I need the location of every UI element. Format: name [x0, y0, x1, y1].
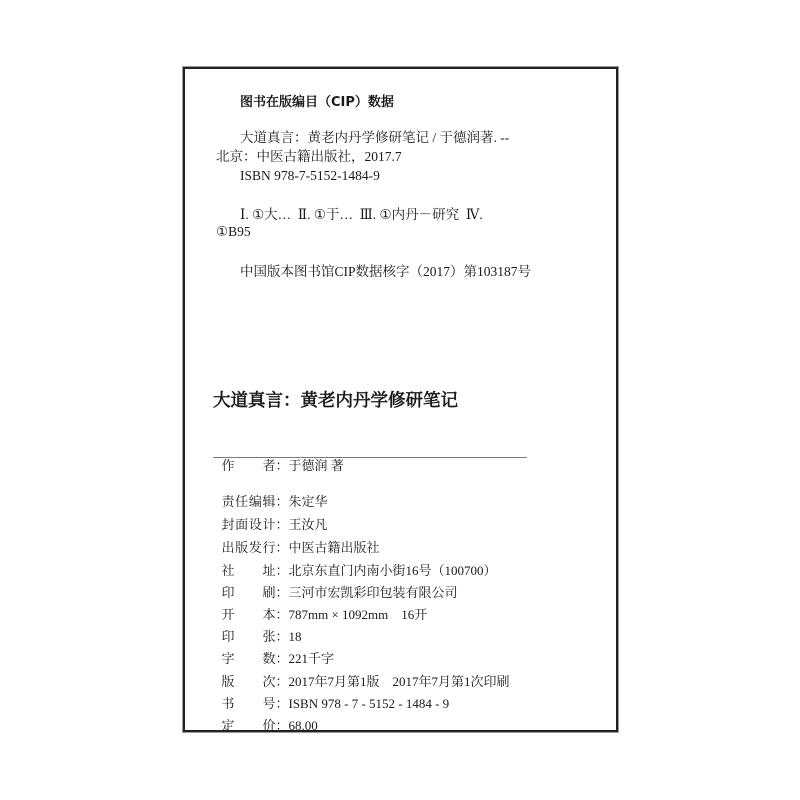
cip-subject-line: ①B95	[216, 224, 251, 239]
label-separator: ：	[275, 717, 289, 733]
detail-row-cover-design	[215, 491, 328, 532]
detail-label: 印刷	[221, 584, 276, 600]
detail-label: 作者	[221, 457, 276, 473]
detail-value: 2017年7月第1版 2017年7月第1次印刷	[288, 673, 510, 689]
detail-label: 责任编辑	[221, 493, 276, 509]
book-title: 大道真言：黄老内丹学修研笔记	[213, 391, 458, 411]
cip-entry-line: 大道真言：黄老内丹学修研笔记 / 于德润著. --	[240, 130, 510, 145]
detail-label: 出版发行	[221, 539, 276, 555]
cip-isbn-line: ISBN 978-7-5152-1484-9	[240, 168, 380, 183]
cip-subject-line: Ⅰ. ①大… Ⅱ. ①于… Ⅲ. ①内丹－研究 Ⅳ.	[240, 207, 483, 222]
detail-value: 北京东直门内南小街16号（100700）	[288, 562, 497, 578]
detail-row-editor	[215, 468, 328, 509]
label-separator: ：	[275, 673, 289, 689]
label-separator: ：	[275, 650, 289, 666]
label-separator: ：	[275, 562, 289, 578]
detail-label: 定价	[221, 717, 276, 733]
detail-value: 18	[288, 628, 302, 644]
detail-value: 三河市宏凯彩印包装有限公司	[288, 584, 458, 600]
author-row	[215, 432, 344, 473]
detail-row-sheets	[215, 603, 302, 644]
author-divider	[213, 457, 527, 458]
detail-row-price	[215, 692, 318, 733]
detail-label: 版次	[221, 673, 276, 689]
detail-row-isbn	[215, 670, 450, 711]
detail-value: 王汝凡	[288, 516, 328, 532]
detail-label: 开本	[221, 606, 276, 622]
detail-row-printer	[215, 559, 458, 600]
detail-row-edition	[215, 648, 510, 689]
detail-row-publisher	[215, 514, 380, 555]
detail-label: 印张	[221, 628, 276, 644]
detail-value: 朱定华	[288, 493, 328, 509]
detail-value: 68.00	[288, 717, 318, 733]
detail-row-address	[215, 537, 497, 578]
label-separator: ：	[275, 457, 289, 473]
label-separator: ：	[275, 516, 289, 532]
label-separator: ：	[275, 628, 289, 644]
detail-label: 封面设计	[221, 516, 276, 532]
label-separator: ：	[275, 539, 289, 555]
label-separator: ：	[275, 606, 289, 622]
detail-row-format	[215, 581, 428, 622]
label-separator: ：	[275, 584, 289, 600]
detail-row-word-count	[215, 625, 335, 666]
label-separator: ：	[275, 493, 289, 509]
detail-value: ISBN 978 - 7 - 5152 - 1484 - 9	[288, 695, 450, 711]
cip-verify-line: 中国版本图书馆CIP数据核字（2017）第103187号	[240, 264, 532, 279]
detail-value: 787mm × 1092mm 16开	[288, 606, 428, 622]
detail-value: 221千字	[288, 650, 335, 666]
cip-entry-line: 北京：中医古籍出版社，2017.7	[216, 149, 402, 164]
detail-label: 字数	[221, 650, 276, 666]
detail-label: 社址	[221, 562, 276, 578]
cip-heading: 图书在版编目（CIP）数据	[240, 95, 394, 110]
label-separator: ：	[275, 695, 289, 711]
detail-label: 书号	[221, 695, 276, 711]
detail-value: 于德润 著	[288, 457, 344, 473]
detail-value: 中医古籍出版社	[288, 539, 380, 555]
